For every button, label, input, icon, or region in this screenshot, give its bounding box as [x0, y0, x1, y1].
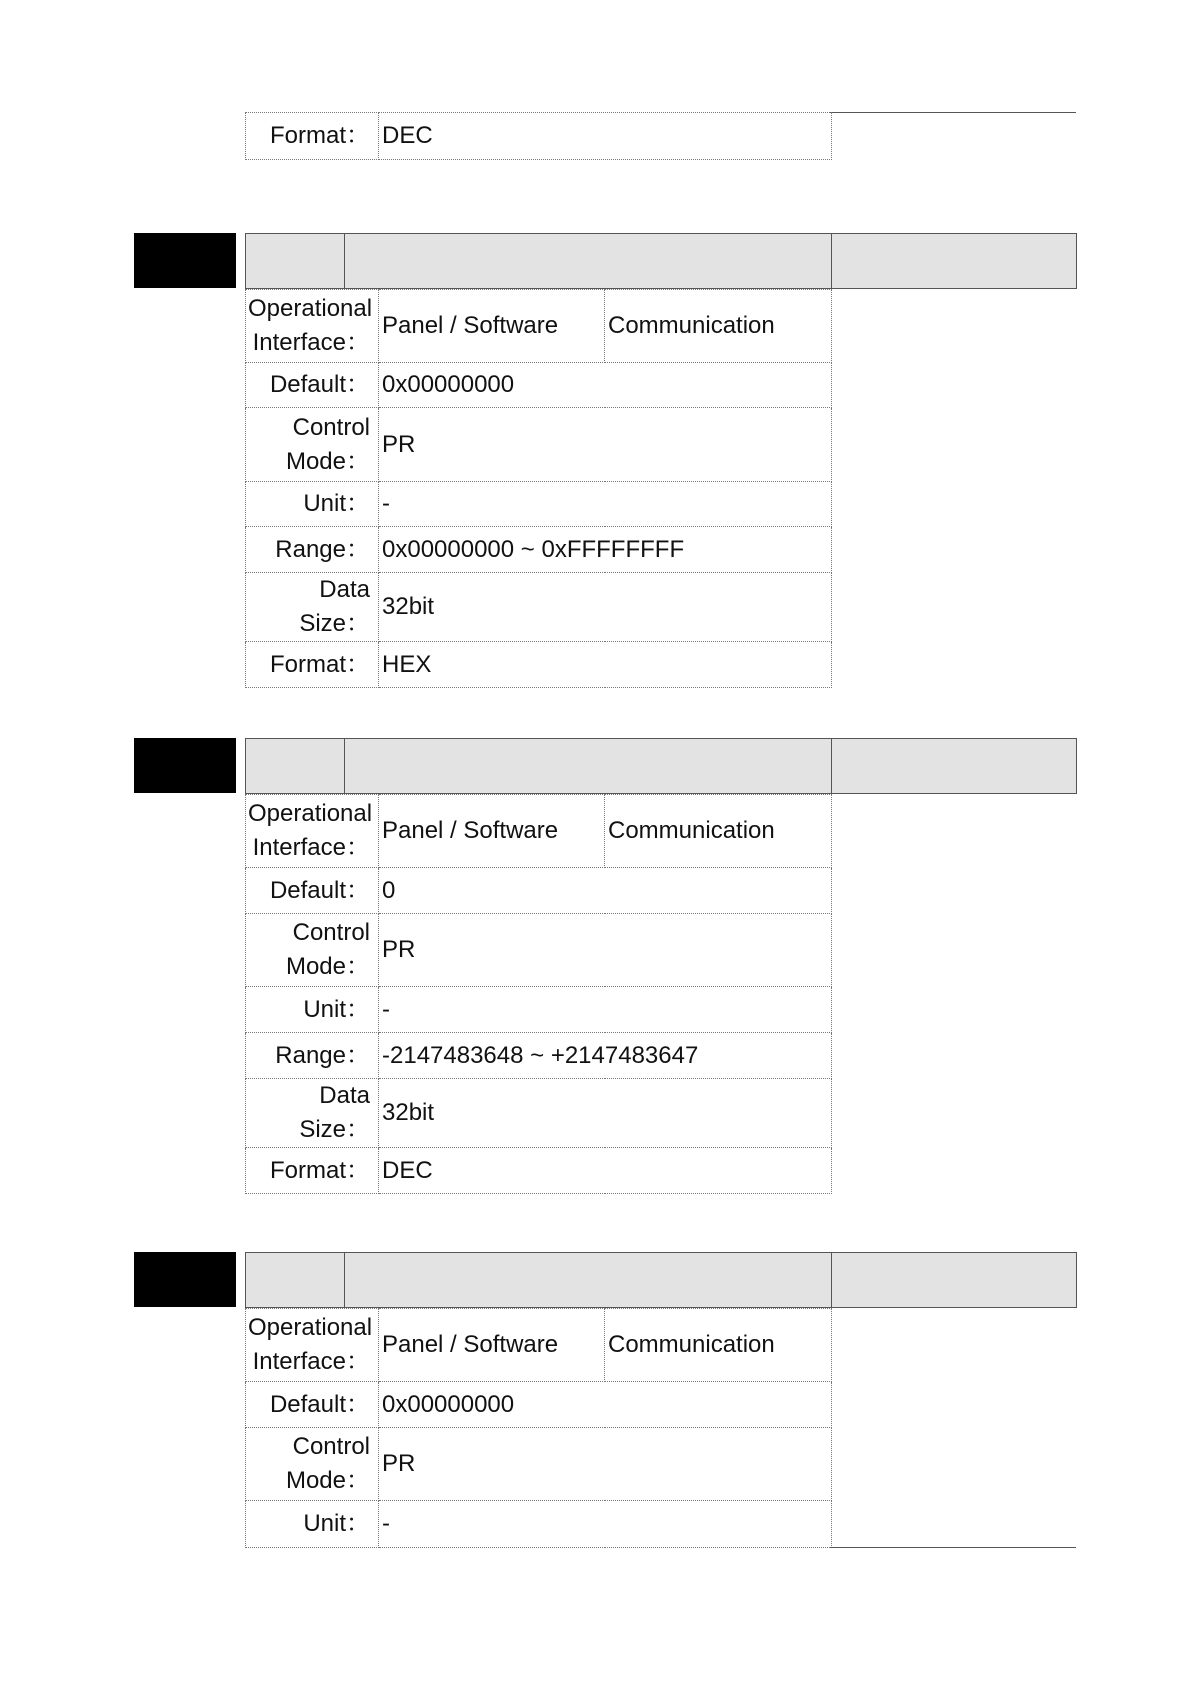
default-value: 0x00000000	[379, 1382, 832, 1428]
interface-label: Operational Interface：	[246, 795, 379, 868]
unit-row	[246, 987, 832, 1033]
format-value: DEC	[379, 113, 832, 160]
format-label: Format：	[246, 1148, 379, 1194]
control-label: Control Mode：	[246, 914, 379, 987]
top-param-table	[245, 112, 832, 160]
control-label: Control Mode：	[246, 408, 379, 482]
interface-comm: Communication	[605, 290, 832, 363]
interface-comm: Communication	[605, 1309, 832, 1382]
header-divider	[344, 1253, 345, 1307]
param-code-block	[134, 1252, 236, 1307]
range-value: 0x00000000 ~ 0xFFFFFFFF	[379, 527, 832, 573]
header-divider	[831, 234, 832, 288]
format-value: DEC	[379, 1148, 832, 1194]
interface-label: Operational Interface：	[246, 290, 379, 363]
unit-label: Unit：	[246, 482, 379, 527]
control-value: PR	[379, 408, 832, 482]
interface-comm: Communication	[605, 795, 832, 868]
param-header-bar	[245, 233, 1077, 289]
param-header-bar	[245, 1252, 1077, 1308]
default-label: Default：	[246, 868, 379, 914]
size-row	[246, 573, 832, 642]
size-value: 32bit	[379, 1079, 832, 1148]
default-label: Default：	[246, 1382, 379, 1428]
interface-panel: Panel / Software	[379, 795, 605, 868]
default-row	[246, 1382, 832, 1428]
interface-panel: Panel / Software	[379, 290, 605, 363]
size-label: Data Size：	[246, 573, 379, 642]
bottom-rule	[830, 1547, 1076, 1548]
format-value: HEX	[379, 642, 832, 688]
header-divider	[344, 234, 345, 288]
control-label: Control Mode：	[246, 1428, 379, 1501]
interface-row	[246, 795, 832, 868]
param-table	[245, 1308, 832, 1548]
param-table	[245, 794, 832, 1194]
unit-label: Unit：	[246, 1501, 379, 1548]
unit-value: -	[379, 1501, 832, 1548]
format-label: Format：	[246, 113, 379, 160]
range-row	[246, 1033, 832, 1079]
param-header-bar	[245, 738, 1077, 794]
size-row	[246, 1079, 832, 1148]
range-row	[246, 527, 832, 573]
default-value: 0x00000000	[379, 363, 832, 408]
unit-row	[246, 1501, 832, 1548]
control-row	[246, 1428, 832, 1501]
interface-label: Operational Interface：	[246, 1309, 379, 1382]
top-rule	[830, 112, 1076, 113]
unit-row	[246, 482, 832, 527]
param-code-block	[134, 233, 236, 288]
unit-label: Unit：	[246, 987, 379, 1033]
control-value: PR	[379, 1428, 832, 1501]
range-label: Range：	[246, 527, 379, 573]
range-label: Range：	[246, 1033, 379, 1079]
format-row	[246, 642, 832, 688]
interface-row	[246, 290, 832, 363]
control-row	[246, 914, 832, 987]
format-label: Format：	[246, 642, 379, 688]
param-table	[245, 289, 832, 688]
header-divider	[831, 739, 832, 793]
default-label: Default：	[246, 363, 379, 408]
interface-row	[246, 1309, 832, 1382]
default-row	[246, 363, 832, 408]
interface-panel: Panel / Software	[379, 1309, 605, 1382]
range-value: -2147483648 ~ +2147483647	[379, 1033, 832, 1079]
header-divider	[344, 739, 345, 793]
size-value: 32bit	[379, 573, 832, 642]
header-divider	[831, 1253, 832, 1307]
control-value: PR	[379, 914, 832, 987]
unit-value: -	[379, 987, 832, 1033]
param-code-block	[134, 738, 236, 793]
default-row	[246, 868, 832, 914]
default-value: 0	[379, 868, 832, 914]
control-row	[246, 408, 832, 482]
format-row	[246, 1148, 832, 1194]
format-row	[246, 113, 832, 160]
size-label: Data Size：	[246, 1079, 379, 1148]
unit-value: -	[379, 482, 832, 527]
